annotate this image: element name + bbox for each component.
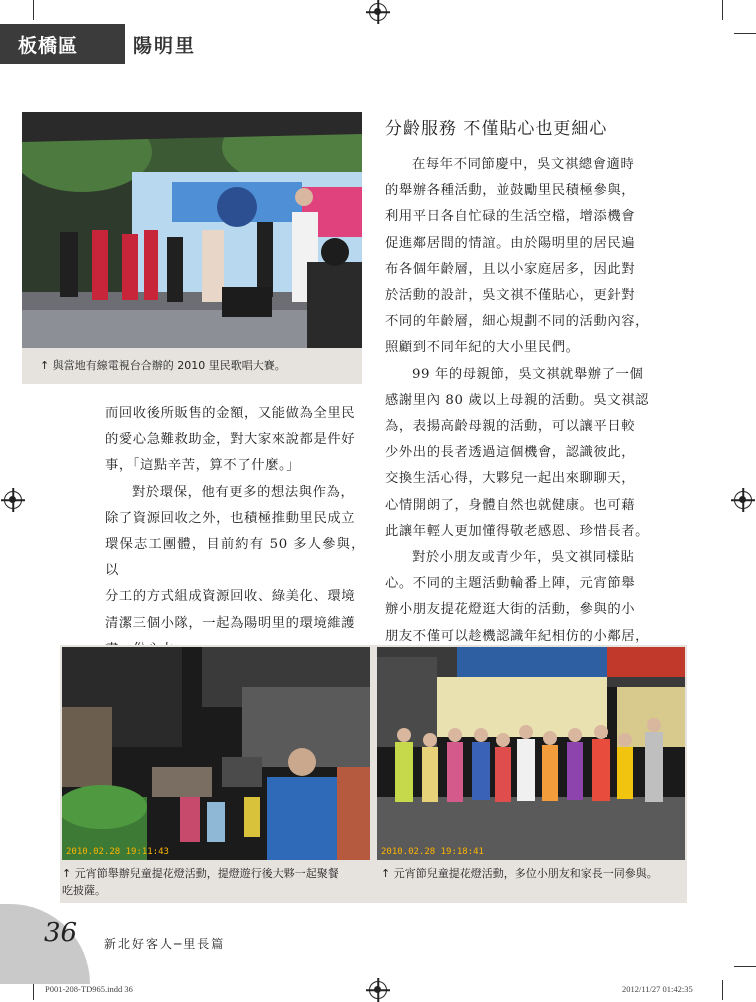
registration-mark-icon [734,491,752,509]
text-line: 照顧到不同年紀的大小里民們。 [385,340,580,356]
text-line: 環保志工團體，目前約有 50 多人參與，以 [105,537,365,579]
village-title: 陽明里 [133,35,197,57]
crop-mark [33,0,34,20]
registration-mark-icon [369,981,387,999]
text-line: 事，「這點辛苦，算不了什麼。」 [105,458,301,474]
section-heading: 分齡服務 不僅貼心也更細心 [385,119,608,139]
text-line: 利用平日各自忙碌的生活空檔，增添機會 [385,209,636,225]
registration-mark-icon [4,491,22,509]
caption-line: ↑ 元宵節舉辦兒童提花燈活動，提燈遊行後大夥一起聚餐 [62,867,339,880]
publication-title: 新北好客人─里長篇 [104,937,226,951]
text-line: 心情開朗了，身體自然也就健康。也可藉 [385,497,636,513]
text-line: 感謝里內 80 歲以上母親的活動。吳文祺認 [385,392,650,408]
singing-contest-photo [22,112,362,348]
caption-text: 與當地有線電視台合辦的 2010 里民歌唱大賽。 [52,359,286,372]
caption-line: 吃披薩。 [62,884,106,897]
text-line: 除了資源回收之外，也積極推動里民成立 [105,510,356,526]
left-text-column [105,401,365,663]
crop-mark [722,980,723,1000]
crop-mark [734,966,756,967]
text-line: 交換生活心得，大夥兒一起出來聊聊天， [385,471,636,487]
text-line: 的愛心急難救助金，對大家來說都是件好 [105,432,356,448]
lantern-dinner-photo [62,647,370,860]
text-line: 為，表揚高齡母親的活動，可以讓平日較 [385,419,636,435]
photo-timestamp: 2010.02.28 19:18:41 [381,847,484,857]
text-line: 99 年的母親節，吳文祺就舉辦了一個 [412,366,644,382]
crop-mark [722,0,723,20]
arrow-up-icon: ↑ [381,867,394,880]
photo-timestamp: 2010.02.28 19:11:43 [66,847,169,857]
text-line: 辦小朋友提花燈逛大街的活動，參與的小 [385,602,636,618]
file-slug: P001-208-TD965.indd 36 [45,984,133,994]
text-line: 對於小朋友或青少年，吳文祺同樣貼 [412,550,635,566]
print-timestamp: 2012/11/27 01:42:35 [622,984,693,994]
registration-mark-icon [369,3,387,21]
text-line: 布各個年齡層，且以小家庭居多，因此對 [385,261,636,277]
text-line: 的舉辦各種活動，並鼓勵里民積極參與， [385,183,636,199]
district-title: 板橋區 [18,35,79,57]
text-line: 不同的年齡層，細心規劃不同的活動內容， [385,314,650,330]
arrow-up-icon: ↑ [62,867,75,880]
text-line: 於活動的設計，吳文祺不僅貼心，更針對 [385,288,636,304]
crop-mark [734,33,756,34]
text-line: 心。不同的主題活動輪番上陣，元宵節舉 [385,576,636,592]
top-photo-caption [40,357,360,374]
text-line: 而回收後所販售的金額，又能做為全里民 [105,406,356,421]
lantern-children-photo [377,647,685,860]
right-text-column [385,152,724,702]
text-line: 在每年不同節慶中，吳文祺總會適時 [412,157,635,172]
text-line: 促進鄰居間的情誼。由於陽明里的居民遍 [385,235,636,251]
text-line: 朋友不僅可以趁機認識年紀相仿的小鄰居， [385,628,650,644]
bottom-left-caption [62,865,374,899]
text-line: 對於環保，他有更多的想法與作為， [132,484,355,500]
arrow-up-icon: ↑ [40,359,53,372]
text-line: 清潔三個小隊，一起為陽明里的環境維護 [105,615,356,631]
text-line: 少外出的長者透過這個機會，認識彼此， [385,445,636,461]
text-line: 分工的方式組成資源回收、綠美化、環境 [105,589,356,605]
page-number: 36 [44,918,78,948]
text-line: 此讓年輕人更加懂得敬老感恩、珍惜長者。 [385,523,650,539]
bottom-right-caption: ↑ 元宵節兒童提花燈活動，多位小朋友和家長一同參與。 [381,867,658,880]
